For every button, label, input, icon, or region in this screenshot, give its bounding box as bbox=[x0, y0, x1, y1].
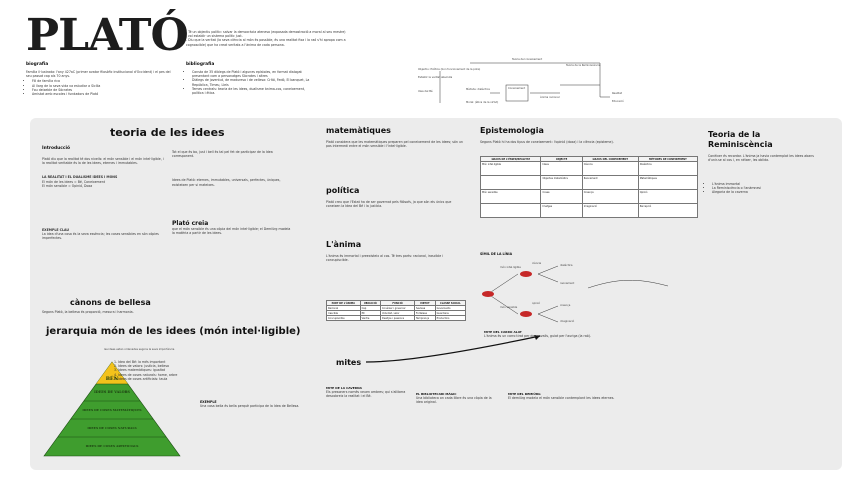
intro-line: - Diu que la veritat (la seva ciència al món és possible, és una realitat fixa i la raó s'hi apropa com a cognoscible) que ha creat veritats a l'ànima de cada persona. bbox=[186, 38, 346, 47]
soul-heading: L'ànima bbox=[326, 240, 362, 249]
epistemology-table bbox=[480, 156, 698, 218]
table-cell: Imaginació bbox=[582, 204, 638, 218]
creation-heading: Plató creia bbox=[172, 220, 209, 227]
bibliography-heading: bibliografia bbox=[186, 62, 215, 67]
example-text: Una cosa bella és bella perquè participa de la Idea de Bellesa. bbox=[200, 404, 300, 408]
politics-heading: política bbox=[326, 186, 360, 195]
epistemology-table-header: MÈTODES DE CONEIXEMENT bbox=[638, 157, 697, 162]
myths-heading: mites bbox=[336, 358, 362, 367]
paragraph: El món sensible = Opinió, Doxa bbox=[42, 183, 93, 188]
table-cell bbox=[481, 176, 541, 190]
pyramid-layer: BÉN bbox=[105, 376, 119, 382]
soul-table-header: CLASSE SOCIAL bbox=[435, 301, 465, 306]
paragraph: EXEMPLE CLAU bbox=[42, 228, 69, 233]
theory-ideas-subheading: Introducció bbox=[42, 146, 71, 151]
epistemology-table-header: GRAUS DEL CONEIXEMENT bbox=[582, 157, 638, 162]
hierarchy-item: 5. Idees de coses artificials: taula bbox=[114, 376, 168, 381]
bio-section bbox=[26, 62, 176, 96]
diagram-label: Mètode: dialèctica bbox=[466, 88, 490, 91]
table-cell: Productors bbox=[435, 316, 465, 321]
canons-heading: cànons de bellesa bbox=[70, 298, 151, 307]
soul-table-header: FUNCIÓ bbox=[381, 301, 415, 306]
creation-text: que el món sensible és una còpia del món intel·ligible; el Demiürg modela la matèria a partir de les idees. bbox=[172, 227, 291, 236]
diagram-label: Teoria de la Reminiscència bbox=[566, 64, 601, 67]
line-label: món sensible bbox=[500, 306, 518, 309]
myth-title: MITE DEL CARRO ALAT bbox=[484, 330, 522, 334]
reminiscence-item: • La Reminiscència o l'anàmnesi bbox=[712, 186, 822, 190]
reminiscence-text: Conèixer és recordar. L'ànima ja havia contemplat les idees abans d'unir-se al cos i, en néixer, les oblida. bbox=[708, 154, 814, 163]
table-row bbox=[481, 162, 698, 176]
table-cell: Saviesa bbox=[414, 306, 435, 311]
line-label: món intel·ligible bbox=[500, 266, 521, 269]
table-cell: Concupiscible bbox=[327, 316, 361, 321]
table-cell: Coses bbox=[541, 190, 582, 204]
table-cell: Ciència bbox=[582, 162, 638, 176]
table-cell: Racional bbox=[327, 306, 361, 311]
line-label: dialèctica bbox=[560, 264, 573, 267]
myth-title: MITE DEL DEMIÜRG bbox=[508, 392, 541, 396]
diagram-label: Moral: (ètica de la virtut) bbox=[466, 101, 499, 104]
paragraph: Plató diu que la realitat té dos nivells: el món sensible i el món intel·ligible, i la realitat veritable és la de les idees, eternes i immutables. bbox=[42, 157, 164, 166]
bio-bullet: • Fill de família rica bbox=[32, 79, 176, 83]
reminiscence-item: • Alegoria de la caverna bbox=[712, 190, 822, 194]
table-cell: Cap bbox=[360, 306, 380, 311]
diagram-label: Teoria del coneixement bbox=[512, 58, 543, 61]
table-cell: Imatges bbox=[541, 204, 582, 218]
line-label: imaginació bbox=[560, 320, 575, 323]
table-cell: Objectes matemàtics bbox=[541, 176, 582, 190]
bibliography-section bbox=[186, 62, 316, 95]
table-cell: Idees bbox=[541, 162, 582, 176]
bibliography-bullet: • Diàlegs de joventut, de maduresa i de vellesa: Crító, Fedó, El banquet, La República, Timeu, Lleis bbox=[192, 78, 316, 86]
table-cell: Percepció bbox=[638, 204, 697, 218]
line-label: creença bbox=[560, 304, 571, 307]
myth-title: MITE DE LA CAVERNA bbox=[326, 386, 362, 390]
myth-card bbox=[484, 330, 684, 338]
myth-title: EL BIBLIOTECARI MÀGIC bbox=[416, 392, 457, 396]
table-cell: Voluntat, valor bbox=[381, 311, 415, 316]
line-label: raonament bbox=[560, 282, 575, 285]
epistemology-intro: Segons Plató hi ha dos tipus de coneixement: l'opinió (doxa) i la ciència (episteme). bbox=[480, 140, 614, 144]
table-cell: Raonament bbox=[582, 176, 638, 190]
line-label: opinió bbox=[532, 302, 540, 305]
reminiscence-heading: Teoria de la Reminiscència bbox=[708, 130, 773, 149]
intro-block bbox=[186, 30, 346, 47]
table-cell: Món intel·ligible bbox=[481, 162, 541, 176]
diagram-label: Establir la veritat absoluta bbox=[418, 76, 453, 79]
bio-bullet: • Al llarg de la seva vida va estudiar a Sicília bbox=[32, 84, 176, 88]
math-text: Plató considera que les matemàtiques preparen pel coneixement de les idees; són un pas intermedi entre el món sensible i l'intel·ligible. bbox=[326, 140, 463, 149]
hierarchy-heading: jerarquia món de les idees (món intel·ligible) bbox=[46, 326, 301, 337]
table-cell: Temprança bbox=[414, 316, 435, 321]
table-cell: Dialèctica bbox=[638, 162, 697, 176]
table-cell: Governants bbox=[435, 306, 465, 311]
theory-side-notes bbox=[172, 150, 292, 187]
table-row bbox=[327, 316, 466, 321]
bio-bullet: • Amistat amb escoles i fundadors de Plató bbox=[32, 92, 176, 96]
epistemology-table-header: OBJECTE bbox=[541, 157, 582, 162]
pyramid-layer: IDEES DE VALORS bbox=[94, 390, 130, 394]
table-cell: Ventre bbox=[360, 316, 380, 321]
page-title: PLATÓ bbox=[26, 10, 188, 61]
table-cell: Irascible bbox=[327, 311, 361, 316]
paragraph: La idea d'una cosa és la seva essència; les coses sensibles en són còpies imperfectes. bbox=[42, 232, 159, 241]
reminiscence-item: • L'ànima immortal bbox=[712, 182, 822, 186]
bio-text: Família il·lustrada: l'any 427aC (primer avatar filosòfic institucional d'Occident) i el pes del seu passat cap als 70 anys. bbox=[26, 70, 171, 79]
hierarchy-item: 3. Idees matemàtiques: igualtat bbox=[114, 368, 166, 373]
theory-ideas-heading: teoria de les idees bbox=[110, 126, 225, 139]
table-cell: Creença bbox=[582, 190, 638, 204]
myth-card bbox=[416, 392, 496, 404]
epistemology-heading: Epistemologia bbox=[480, 126, 544, 135]
math-heading: matemàtiques bbox=[326, 126, 391, 135]
table-row bbox=[481, 176, 698, 190]
bibliography-bullet: • Temes centrals: teoria de les idees, dualisme ànima-cos, coneixement, política i ètica. bbox=[192, 87, 316, 95]
myth-text: El demiürg modela el món sensible contemplant les idees eternes. bbox=[508, 396, 615, 400]
pyramid-layer: IDEES DE COSES NATURALS bbox=[87, 426, 137, 430]
table-cell: Conèixer i governar bbox=[381, 306, 415, 311]
soul-text: L'ànima és immortal i preexisteix al cos. Té tres parts: racional, irascible i concupiscible. bbox=[326, 254, 444, 263]
theory-ideas-body bbox=[42, 157, 164, 241]
table-cell: Guardians bbox=[435, 311, 465, 316]
diagram-label: Objectiu: Política (bon funcionament de la polis) bbox=[418, 68, 481, 71]
paragraph: El món de les idees = Bé, Coneixement bbox=[42, 179, 106, 184]
bio-heading: biografia bbox=[26, 62, 49, 67]
table-row bbox=[481, 190, 698, 204]
example-heading: EXEMPLE bbox=[200, 400, 217, 404]
soul-table bbox=[326, 300, 466, 321]
myth-text: Una biblioteca on cada llibre és una còpia de la idea original. bbox=[416, 396, 492, 405]
hierarchy-item: 1. Idea del Bé: la més important bbox=[114, 360, 166, 364]
soul-table-header: PART DE L'ÀNIMA bbox=[327, 301, 361, 306]
side-note: Tot el que és bo, just i bell és tal pel fet de participar de la Idea corresponent. bbox=[172, 150, 273, 159]
diagram-label: Coneixement bbox=[508, 87, 526, 90]
line-label: ciència bbox=[532, 262, 542, 265]
table-cell: Opinió bbox=[638, 190, 697, 204]
diagram-label: Ànima racional bbox=[540, 96, 560, 99]
myth-card bbox=[508, 392, 618, 400]
soul-table-header: UBICACIÓ bbox=[360, 301, 380, 306]
soul-table-header: VIRTUT bbox=[414, 301, 435, 306]
table-cell: Matemàtiques bbox=[638, 176, 697, 190]
politics-text: Plató creu que l'Estat ha de ser governat pels filòsofs, ja que són els únics que coneixen la Idea del Bé i la justícia. bbox=[326, 200, 452, 209]
reminiscence-list bbox=[712, 182, 822, 195]
knowledge-diagram bbox=[410, 55, 650, 113]
hierarchy-item: 2. Idees de valors: justícia, bellesa bbox=[114, 364, 169, 369]
myth-text: Els presoners només veuen ombres; qui s'allibera descobreix la realitat i el Bé. bbox=[326, 390, 406, 399]
table-cell: Pit bbox=[360, 311, 380, 316]
epistemology-table-header: GRAUS DE L'ÉSSER/REALITAT bbox=[481, 157, 541, 162]
diagram-label: Idea del Bé bbox=[418, 90, 433, 93]
table-cell: Món sensible bbox=[481, 190, 541, 204]
diagram-label: Realitat bbox=[612, 92, 622, 95]
diagram-label: Educació bbox=[612, 100, 624, 103]
hierarchy-caption: les idees estan ordenades segons la seva importància bbox=[104, 348, 175, 351]
table-cell: Desitjos i passions bbox=[381, 316, 415, 321]
table-cell: Fortalesa bbox=[414, 311, 435, 316]
hierarchy-list bbox=[114, 360, 194, 381]
canons-text: Segons Plató, la bellesa és proporció, mesura i harmonia. bbox=[42, 310, 134, 314]
myth-card bbox=[326, 386, 406, 398]
table-cell bbox=[481, 204, 541, 218]
hierarchy-item: 4. Idees de coses naturals: home, arbre bbox=[114, 372, 178, 377]
table-row bbox=[481, 204, 698, 218]
myth-text: L'ànima és un carro tirat per dos cavalls, guiat per l'auriga (la raó). bbox=[484, 334, 591, 338]
bibliography-bullet: • Consta de 35 diàlegs de Plató i algunes epístoles, en format dialogat presentant com a personatges Sòcrates i altres bbox=[192, 70, 316, 78]
pyramid-layer: IDEES DE COSES MATEMÀTIQUES bbox=[82, 408, 142, 412]
hierarchy-example bbox=[200, 400, 310, 408]
bio-bullet: • Fou deixeble de Sòcrates bbox=[32, 88, 176, 92]
pyramid-layer: IDEES DE COSES ARTIFICIALS bbox=[85, 444, 139, 448]
side-note: Idees de Plató: eternes, immutables, universals, perfectes, úniques, existeixen per si mateixes. bbox=[172, 178, 281, 187]
creation-block bbox=[172, 220, 292, 235]
paragraph: LA REALITAT I EL DUALISME IDEES I MONS bbox=[42, 175, 118, 180]
intro-line: - Té un objectiu polític: salvar la democràcia atenesa (exposada demostració a moral al seu mestre) i vol establir un sistema polític just. bbox=[186, 30, 346, 39]
line-simile-heading: SÍMIL DE LA LÍNIA bbox=[480, 252, 513, 256]
